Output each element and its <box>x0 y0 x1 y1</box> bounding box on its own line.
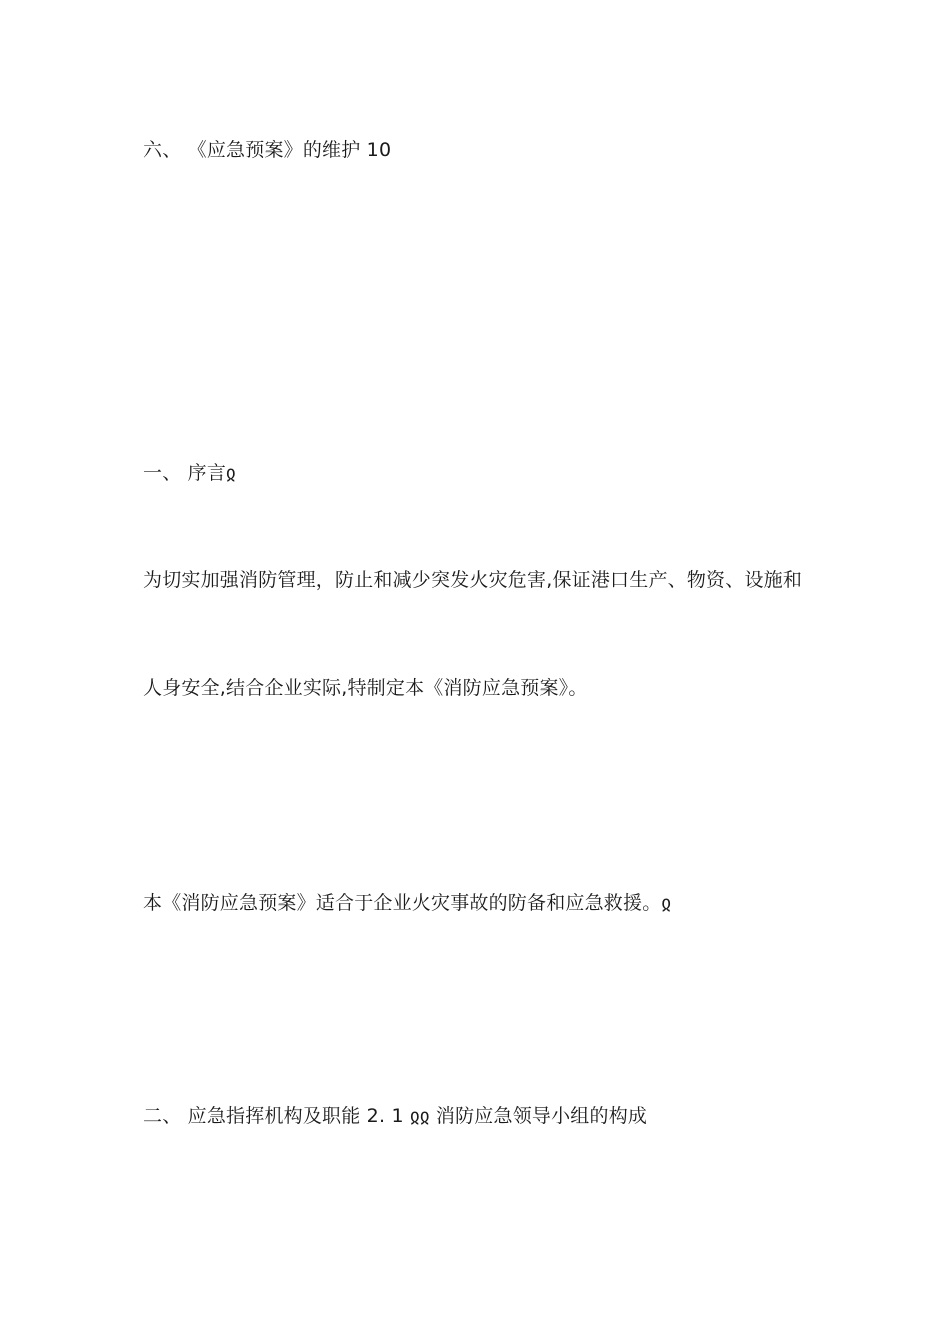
toc-entry-section-6: 六、 《应急预案》的维护 10 <box>143 139 392 161</box>
paragraph-scope: 本《消防应急预案》适合于企业火灾事故的防备和应急救援。ჲ <box>143 892 672 914</box>
paragraph-line-2: 人身安全,结合企业实际,特制定本《消防应急预案》。 <box>143 677 588 699</box>
paragraph-line-1: 为切实加强消防管理，防止和减少突发火灾危害,保证港口生产、物资、设施和 <box>143 569 803 591</box>
section-2-heading: 二、 应急指挥机构及职能 2. 1 ჲჲ 消防应急领导小组的构成 <box>143 1105 648 1127</box>
section-1-heading: 一、 序言ჲ <box>143 462 236 484</box>
